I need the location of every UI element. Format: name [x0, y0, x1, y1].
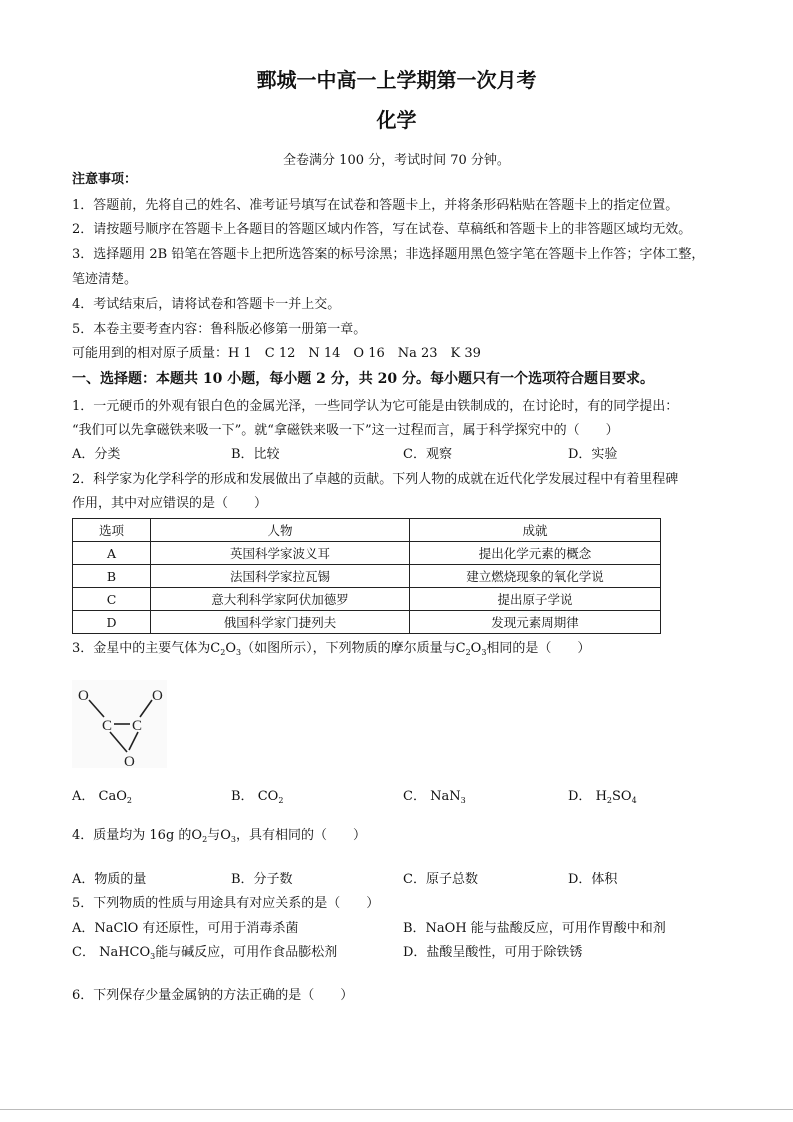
- q3-option-c: C． NaN$_3$: [403, 789, 466, 805]
- q5-option-a: A．NaClO 有还原性，可用于消毒杀菌: [72, 921, 299, 936]
- q3-option-d: D． $H_2SO_4$: [568, 789, 637, 805]
- note-item: 笔迹清楚。: [72, 272, 138, 287]
- q1-stem: “我们可以先拿磁铁来吸一下”。就“拿磁铁来吸一下”这一过程而言，属于科学探究中的（ ）: [72, 423, 619, 438]
- atom-o: O: [124, 754, 135, 768]
- note-item: 1．答题前，先将自己的姓名、准考证号填写在试卷和答题卡上，并将条形码粘贴在答题卡上的指定位置。: [72, 198, 679, 213]
- q3-stem: 3．金星中的主要气体为$C_2O_3$（如图所示），下列物质的摩尔质量与$C_2O_3$相同的是（ ）: [72, 641, 591, 657]
- c2o3-structure-figure: [72, 680, 167, 768]
- q5-option-b: B．NaOH 能与盐酸反应，可用作胃酸中和剂: [403, 921, 666, 936]
- table-cell: 俄国科学家门捷列夫: [151, 611, 410, 634]
- q4-option-a: A．物质的量: [72, 872, 147, 887]
- table-header: 成就: [410, 519, 661, 542]
- table-header-row: [73, 519, 661, 542]
- notes-heading: 注意事项：: [72, 172, 138, 187]
- table-cell: 法国科学家拉瓦锡: [151, 565, 410, 588]
- table-header: 选项: [73, 519, 151, 542]
- q2-stem: 作用，其中对应错误的是（ ）: [72, 496, 268, 511]
- atom-c: C: [132, 718, 143, 734]
- section-heading: 一、选择题：本题共 10 小题，每小题 2 分，共 20 分。每小题只有一个选项符合题目要求。: [72, 371, 654, 387]
- q4-option-b: B．分子数: [231, 872, 293, 887]
- table-cell: 发现元素周期律: [410, 611, 661, 634]
- q2-table: [72, 518, 661, 634]
- table-cell: 提出原子学说: [410, 588, 661, 611]
- q4-option-c: C．原子总数: [403, 872, 478, 887]
- atom-c: C: [102, 718, 113, 734]
- q1-option-d: D．实验: [568, 447, 618, 462]
- page-bottom-divider: [0, 1109, 793, 1110]
- q4-stem: 4．质量均为 16g 的$O_2$与$O_3$，具有相同的（ ）: [72, 828, 366, 844]
- exam-info: 全卷满分 100 分，考试时间 70 分钟。: [283, 153, 510, 168]
- note-item: 5．本卷主要考查内容：鲁科版必修第一册第一章。: [72, 322, 367, 337]
- table-cell: 提出化学元素的概念: [410, 542, 661, 565]
- table-cell: B: [73, 565, 151, 588]
- table-row: [73, 588, 661, 611]
- q3-option-b: B． $CO_2$: [231, 789, 284, 805]
- q3-option-a: A． CaO$_2$: [72, 789, 132, 805]
- q2-stem: 2．科学家为化学科学的形成和发展做出了卓越的贡献。下列人物的成就在近代化学发展过程中有着里程碑: [72, 472, 679, 487]
- q1-option-b: B．比较: [231, 447, 280, 462]
- table-cell: D: [73, 611, 151, 634]
- atom-o: O: [152, 688, 163, 704]
- table-cell: 意大利科学家阿伏加德罗: [151, 588, 410, 611]
- atomic-masses: 可能用到的相对原子质量：H 1 C 12 N 14 O 16 Na 23 K 39: [72, 346, 481, 361]
- subject-title: 化学: [376, 108, 417, 132]
- table-row: [73, 565, 661, 588]
- q5-option-d: D．盐酸呈酸性，可用于除铁锈: [403, 945, 583, 960]
- note-item: 3．选择题用 2B 铅笔在答题卡上把所选答案的标号涂黑；非选择题用黑色签字笔在答题卡上作答；字体工整，: [72, 247, 705, 262]
- table-header: 人物: [151, 519, 410, 542]
- table-cell: C: [73, 588, 151, 611]
- exam-title: 鄄城一中高一上学期第一次月考: [256, 68, 537, 92]
- q1-stem: 1．一元硬币的外观有银白色的金属光泽，一些同学认为它可能是由铁制成的，在讨论时，有的同学提出：: [72, 399, 679, 414]
- q5-stem: 5．下列物质的性质与用途具有对应关系的是（ ）: [72, 896, 380, 911]
- q5-option-c: C． NaHCO$_3$能与碱反应，可用作食品膨松剂: [72, 945, 338, 961]
- table-cell: A: [73, 542, 151, 565]
- note-item: 2．请按题号顺序在答题卡上各题目的答题区域内作答，写在试卷、草稿纸和答题卡上的非答题区域均无效。: [72, 222, 692, 237]
- q1-option-c: C．观察: [403, 447, 452, 462]
- atom-o: O: [78, 688, 89, 704]
- table-cell: 建立燃烧现象的氧化学说: [410, 565, 661, 588]
- q6-stem: 6．下列保存少量金属钠的方法正确的是（ ）: [72, 988, 354, 1003]
- q4-option-d: D．体积: [568, 872, 618, 887]
- q1-option-a: A．分类: [72, 447, 121, 462]
- table-row: [73, 542, 661, 565]
- note-item: 4．考试结束后，请将试卷和答题卡一并上交。: [72, 297, 341, 312]
- table-row: [73, 611, 661, 634]
- table-cell: 英国科学家波义耳: [151, 542, 410, 565]
